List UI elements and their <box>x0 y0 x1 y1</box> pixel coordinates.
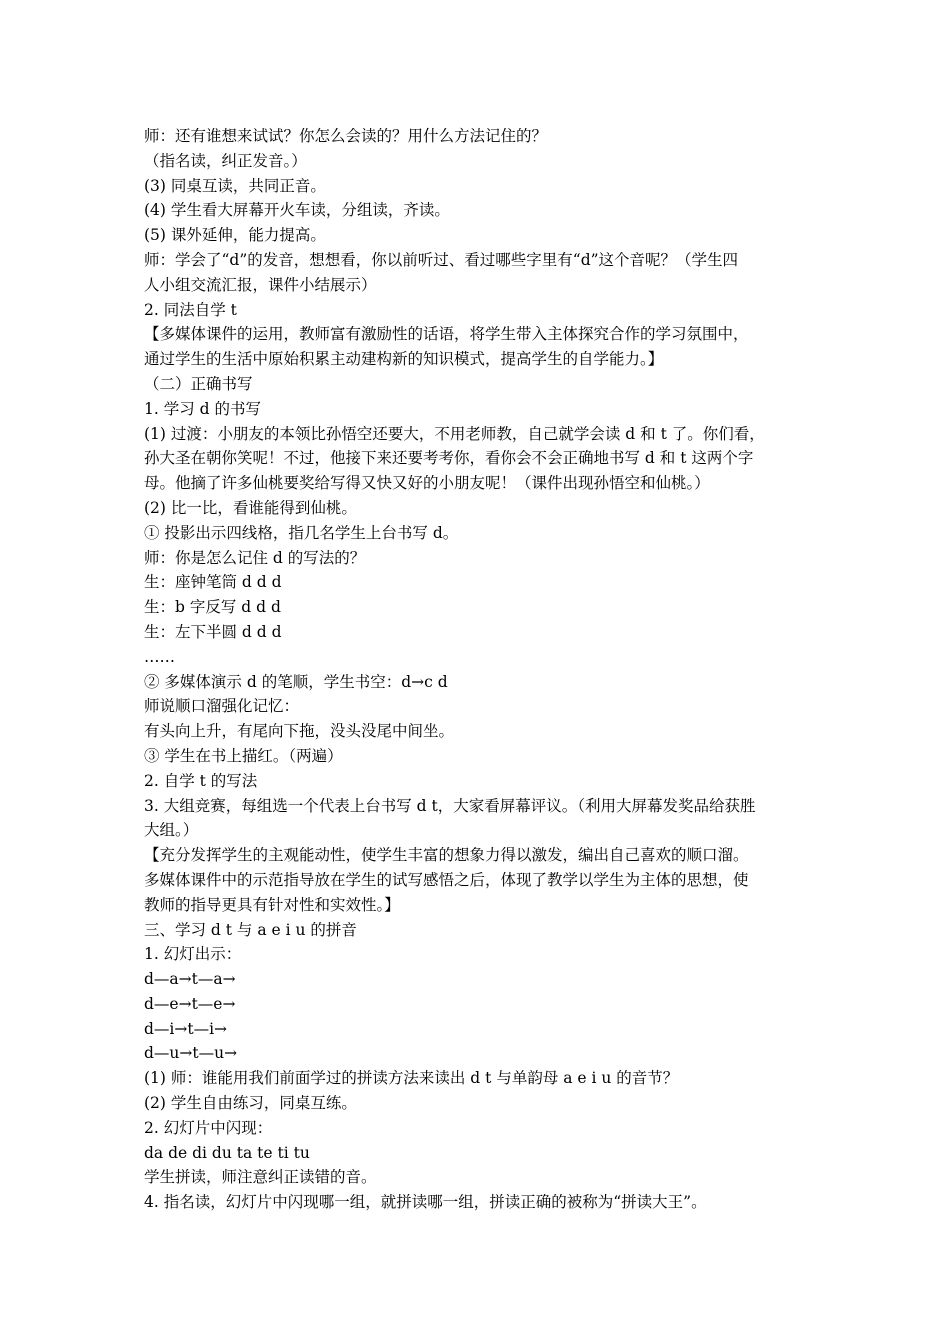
text-line: 母。他摘了许多仙桃要奖给写得又快又好的小朋友呢！（课件出现孙悟空和仙桃。） <box>144 474 710 493</box>
text-line: (3) 同桌互读，共同正音。 <box>144 176 326 195</box>
section-heading: 1. 幻灯出示： <box>144 945 242 964</box>
text-line: 4. 指名读，幻灯片中闪现哪一组，就拼读哪一组，拼读正确的被称为“拼读大王”。 <box>144 1193 707 1212</box>
document-body <box>144 124 814 1215</box>
text-line: (1) 师：谁能用我们前面学过的拼读方法来读出 d t 与单韵母 a e i u 的音节？ <box>144 1069 679 1088</box>
section-heading: 2. 自学 t 的写法 <box>144 771 258 790</box>
text-line: 生：座钟笔筒 d d d <box>144 573 282 592</box>
pinyin-line: d—a→t—a→ <box>144 970 236 989</box>
text-line: 生：b 字反写 d d d <box>144 598 281 617</box>
commentary-line: 【多媒体课件的运用，教师富有激励性的话语，将学生带入主体探究合作的学习氛围中， <box>144 325 749 344</box>
text-line: 生：左下半圆 d d d <box>144 622 282 641</box>
text-line: (5) 课外延伸，能力提高。 <box>144 226 326 245</box>
text-line: 有头向上升，有尾向下拖，没头没尾中间坐。 <box>144 722 455 741</box>
section-heading: 三、学习 d t 与 a e i u 的拼音 <box>144 920 357 939</box>
section-heading: 1. 学习 d 的书写 <box>144 399 261 418</box>
text-line: 师：你是怎么记住 d 的写法的？ <box>144 548 366 567</box>
text-line: (2) 比一比，看谁能得到仙桃。 <box>144 498 357 517</box>
commentary-line: 多媒体课件中的示范指导放在学生的试写感悟之后，体现了教学以学生为主体的思想，使 <box>144 870 749 889</box>
ellipsis-line: …… <box>144 647 175 666</box>
text-line: 3. 大组竞赛，每组选一个代表上台书写 d t，大家看屏幕评议。（利用大屏幕发奖品给获胜 <box>144 796 756 815</box>
text-line: ③ 学生在书上描红。（两遍） <box>144 746 343 765</box>
section-heading: 2. 幻灯片中闪现： <box>144 1118 273 1137</box>
text-line: ① 投影出示四线格，指几名学生上台书写 d。 <box>144 523 459 542</box>
text-line: 孙大圣在朝你笑呢！不过，他接下来还要考考你，看你会不会正确地书写 d 和 t 这两个字 <box>144 449 754 468</box>
commentary-line: 通过学生的生活中原始积累主动建构新的知识模式，提高学生的自学能力。】 <box>144 350 664 369</box>
section-heading: （二）正确书写 <box>144 374 253 393</box>
text-line: ② 多媒体演示 d 的笔顺，学生书空：d→c d <box>144 672 448 691</box>
text-line: (2) 学生自由练习，同桌互练。 <box>144 1094 357 1113</box>
text-line: 人小组交流汇报，课件小结展示） <box>144 275 377 294</box>
text-line: (4) 学生看大屏幕开火车读，分组读，齐读。 <box>144 201 450 220</box>
section-heading: 2. 同法自学 t <box>144 300 237 319</box>
text-line: （指名读，纠正发音。） <box>144 151 307 170</box>
commentary-line: 【充分发挥学生的主观能动性，使学生丰富的想象力得以激发，编出自己喜欢的顺口溜。 <box>144 846 749 865</box>
text-line: 大组。） <box>144 821 199 840</box>
text-line: 学生拼读，师注意纠正读错的音。 <box>144 1168 377 1187</box>
pinyin-line: d—u→t—u→ <box>144 1044 238 1063</box>
text-line: 师：还有谁想来试试？你怎么会读的？用什么方法记住的？ <box>144 127 548 145</box>
pinyin-line: d—e→t—e→ <box>144 994 236 1013</box>
text-line: 师说顺口溜强化记忆： <box>144 697 300 716</box>
commentary-line: 教师的指导更具有针对性和实效性。】 <box>144 895 400 914</box>
text-line: 师：学会了“d”的发音，想想看，你以前听过、看过哪些字里有“d”这个音呢？（学生四 <box>144 250 739 269</box>
pinyin-line: d—i→t—i→ <box>144 1019 228 1038</box>
text-line: (1) 过渡：小朋友的本领比孙悟空还要大，不用老师教，自己就学会读 d 和 t 了。你们看， <box>144 424 765 443</box>
pinyin-line: da de di du ta te ti tu <box>144 1143 310 1162</box>
